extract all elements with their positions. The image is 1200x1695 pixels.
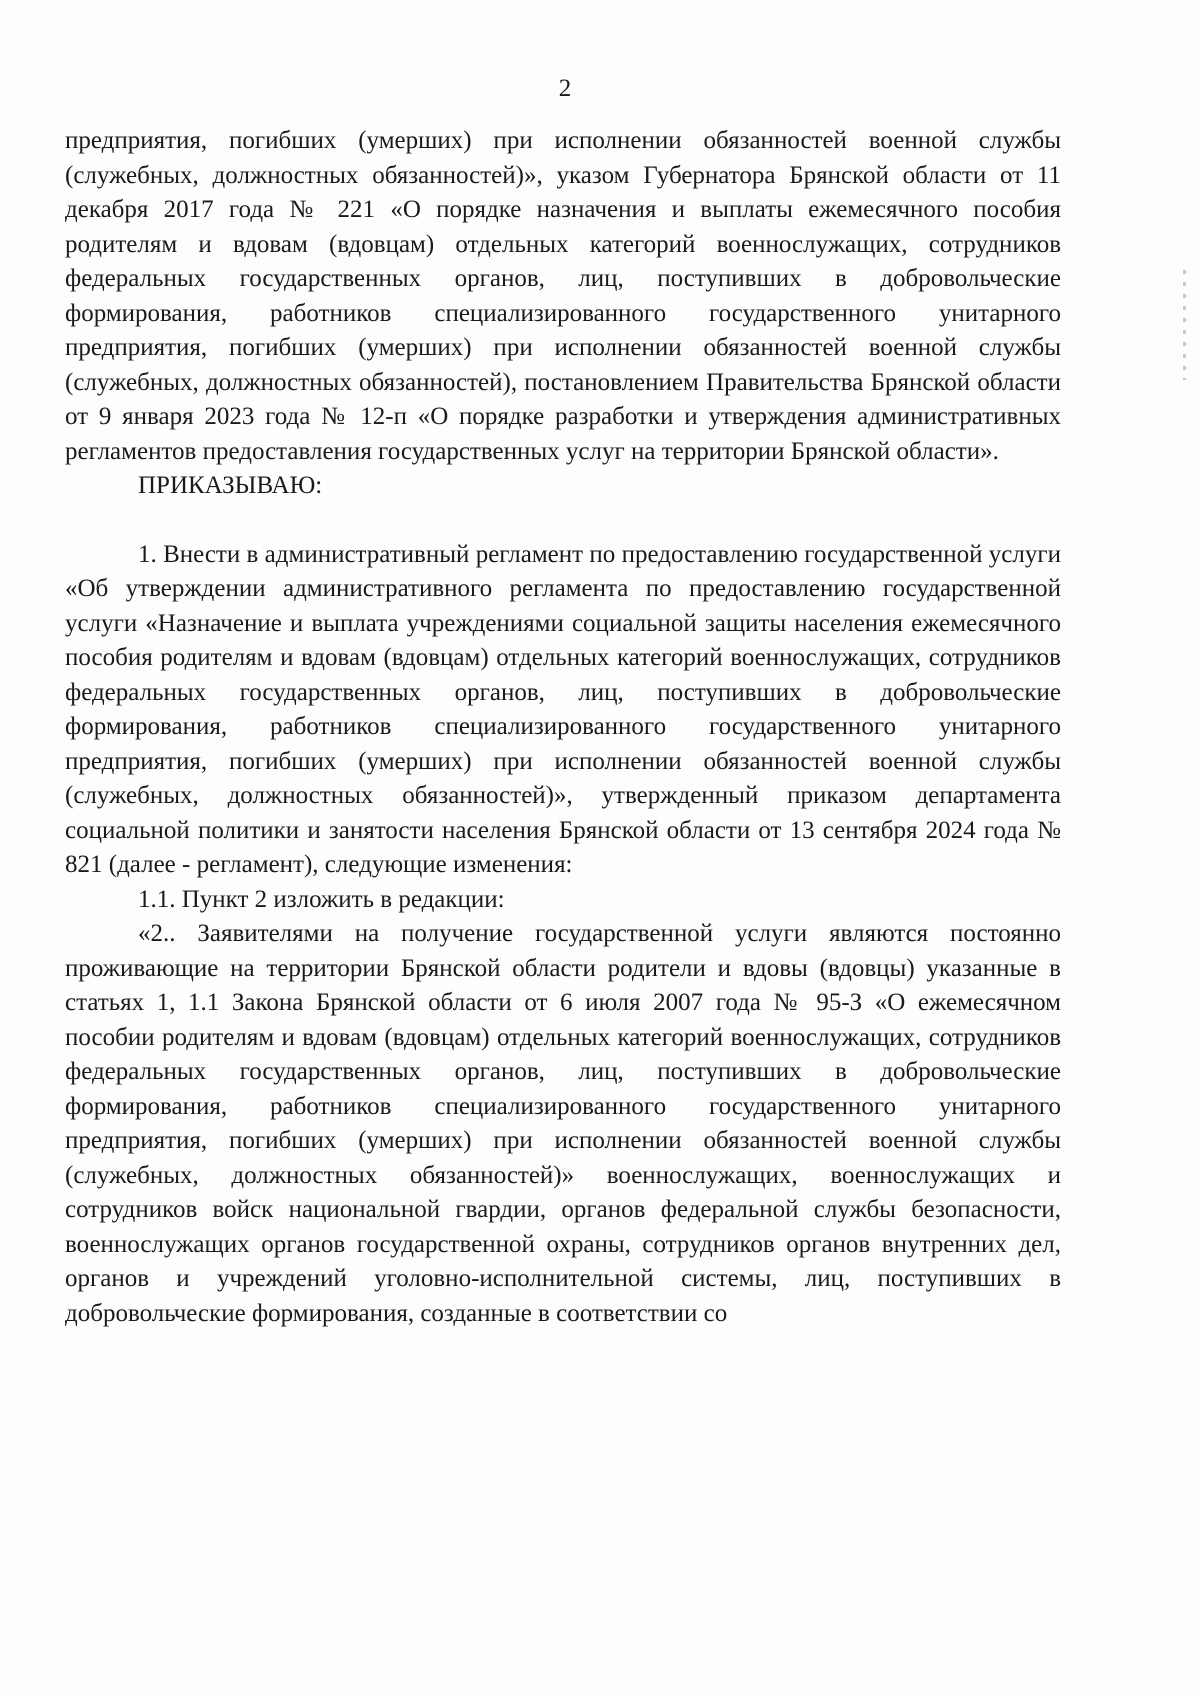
document-body	[65, 124, 1061, 1331]
paragraph-item-2-quote: «2.. Заявителями на получение государственной услуги являются постоянно проживающие на территории Брянской области родители и вдовы (вдовцы) указанные в статьях 1, 1.1 Закона Брянской области от 6 июля 2007 года № 95-З «О ежемесячном пособии родителям и вдовам (вдовцам) отдельных категорий военнослужащих, сотрудников федеральных государственных органов, лиц, поступивших в добровольческие формирования, работников специализированного государственного унитарного предприятия, погибших (умерших) при исполнении обязанностей военной службы (служебных, должностных обязанностей)» военнослужащих, военнослужащих и сотрудников войск национальной гвардии, органов федеральной службы безопасности, военнослужащих органов государственной охраны, сотрудников органов внутренних дел, органов и учреждений уголовно-исполнительной системы, лиц, поступивших в добровольческие формирования, созданные в соответствии со	[65, 920, 1061, 1327]
paragraph-item-1-1: 1.1. Пункт 2 изложить в редакции:	[138, 885, 505, 913]
paragraph-legal-basis: предприятия, погибших (умерших) при исполнении обязанностей военной службы (служебных, должностных обязанностей)», указом Губернатора Брянской области от 11 декабря 2017 года № 221 «О порядке назначения и выплаты ежемесячного пособия родителям и вдовам (вдовцам) отдельных категорий военнослужащих, сотрудников федеральных государственных органов, лиц, поступивших в добровольческие формирования, работников специализированного государственного унитарного предприятия, погибших (умерших) при исполнении обязанностей военной службы (служебных, должностных обязанностей), постановлением Правительства Брянской области от 9 января 2023 года № 12-п «О порядке разработки и утверждения административных регламентов предоставления государственных услуг на территории Брянской области».	[65, 127, 1061, 465]
paragraph-item-1: 1. Внести в административный регламент по предоставлению государственной услуги «Об утверждении административного регламента по предоставлению государственной услуги «Назначение и выплата учреждениями социальной защиты населения ежемесячного пособия родителям и вдовам (вдовцам) отдельных категорий военнослужащих, сотрудников федеральных государственных органов, лиц, поступивших в добровольческие формирования, работников специализированного государственного унитарного предприятия, погибших (умерших) при исполнении обязанностей военной службы (служебных, должностных обязанностей)», утвержденный приказом департамента социальной политики и занятости населения Брянской области от 13 сентября 2024 года № 821 (далее - регламент), следующие изменения:	[65, 540, 1061, 878]
scan-edge-marks	[1183, 270, 1186, 380]
page-number: 2	[558, 75, 572, 102]
order-heading: ПРИКАЗЫВАЮ:	[138, 472, 323, 499]
paragraph-gap	[65, 504, 1061, 538]
